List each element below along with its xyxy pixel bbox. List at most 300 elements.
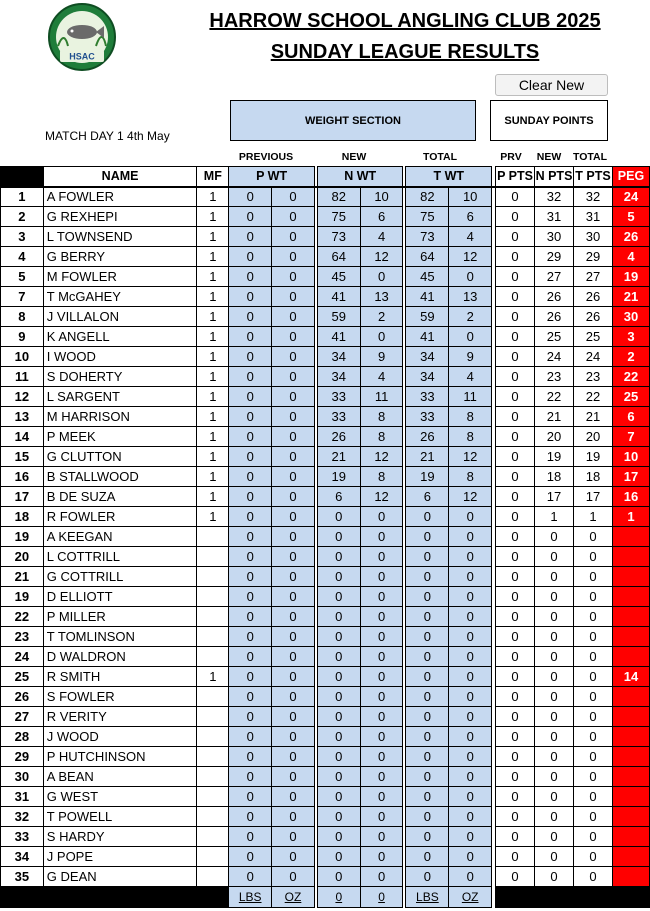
prev-pts-cell: 0 [496,227,535,247]
total-oz-cell: 8 [449,467,492,487]
total-pts-cell: 0 [574,627,613,647]
new-pts-cell: 27 [535,267,574,287]
total-pts-cell: 0 [574,547,613,567]
prev-lbs-cell: 0 [229,427,272,447]
total-lbs-cell: 59 [406,307,449,327]
prev-oz-cell: 0 [272,567,315,587]
total-lbs-cell: 0 [406,587,449,607]
prev-pts-cell: 0 [496,387,535,407]
new-lbs-cell: 41 [317,327,360,347]
prev-oz-cell: 0 [272,847,315,867]
results-table [0,166,650,908]
rank-cell: 20 [1,547,44,567]
group-header-total: TOTAL [422,151,458,163]
new-pts-cell: 0 [535,827,574,847]
table-row [1,347,650,367]
peg-cell [612,747,649,767]
rank-cell: 26 [1,687,44,707]
prev-oz-cell: 0 [272,327,315,347]
new-oz-cell: 0 [360,507,403,527]
new-pts-cell: 0 [535,667,574,687]
peg-cell: 21 [612,287,649,307]
prev-oz-cell: 0 [272,507,315,527]
name-cell: G WEST [43,787,197,807]
total-oz-cell: 4 [449,367,492,387]
prev-pts-cell: 0 [496,787,535,807]
name-cell: L SARGENT [43,387,197,407]
new-lbs-cell: 0 [317,767,360,787]
rank-cell: 19 [1,527,44,547]
total-oz-cell: 6 [449,207,492,227]
new-pts-cell: 0 [535,787,574,807]
table-row [1,307,650,327]
prev-lbs-cell: 0 [229,527,272,547]
name-cell: S FOWLER [43,687,197,707]
total-lbs-cell: 0 [406,827,449,847]
column-header-peg: PEG [612,167,649,187]
total-lbs-cell: 19 [406,467,449,487]
mf-cell: 1 [197,267,229,287]
column-header-n-wt: N WT [317,167,403,187]
table-row [1,407,650,427]
group-header-total-pts: TOTAL [572,151,608,163]
total-oz-cell: 0 [449,687,492,707]
prev-oz-cell: 0 [272,227,315,247]
total-pts-cell: 20 [574,427,613,447]
mf-cell [197,687,229,707]
total-lbs-cell: 0 [406,727,449,747]
total-oz-cell: 12 [449,487,492,507]
prev-pts-cell: 0 [496,407,535,427]
peg-cell [612,707,649,727]
mf-cell [197,627,229,647]
new-oz-cell: 9 [360,347,403,367]
total-pts-cell: 0 [574,647,613,667]
prev-oz-cell: 0 [272,627,315,647]
total-oz-cell: 0 [449,327,492,347]
prev-lbs-cell: 0 [229,487,272,507]
rank-cell: 33 [1,827,44,847]
prev-pts-cell: 0 [496,267,535,287]
new-pts-cell: 29 [535,247,574,267]
name-cell: J VILLALON [43,307,197,327]
table-footer-row [1,887,650,908]
new-oz-cell: 12 [360,447,403,467]
table-row [1,847,650,867]
new-pts-cell: 1 [535,507,574,527]
new-pts-cell: 20 [535,427,574,447]
table-row [1,367,650,387]
total-oz-cell: 0 [449,267,492,287]
new-lbs-cell: 0 [317,627,360,647]
rank-cell: 4 [1,247,44,267]
prev-pts-cell: 0 [496,587,535,607]
table-row [1,647,650,667]
total-oz-cell: 0 [449,607,492,627]
new-pts-cell: 30 [535,227,574,247]
rank-cell: 8 [1,307,44,327]
prev-oz-cell: 0 [272,707,315,727]
prev-lbs-cell: 0 [229,687,272,707]
name-cell: T McGAHEY [43,287,197,307]
prev-oz-cell: 0 [272,787,315,807]
total-oz-cell: 0 [449,707,492,727]
prev-lbs-cell: 0 [229,707,272,727]
peg-cell: 17 [612,467,649,487]
peg-cell: 16 [612,487,649,507]
total-lbs-cell: 0 [406,867,449,887]
table-row [1,387,650,407]
table-row [1,747,650,767]
prev-lbs-cell: 0 [229,747,272,767]
total-lbs-cell: 0 [406,687,449,707]
total-oz-cell: 13 [449,287,492,307]
new-lbs-cell: 0 [317,707,360,727]
new-oz-cell: 13 [360,287,403,307]
name-cell: K ANGELL [43,327,197,347]
total-lbs-cell: 0 [406,807,449,827]
column-header-t-wt: T WT [406,167,492,187]
new-oz-cell: 12 [360,487,403,507]
new-pts-cell: 0 [535,807,574,827]
new-lbs-cell: 0 [317,547,360,567]
rank-cell: 19 [1,587,44,607]
peg-cell: 10 [612,447,649,467]
new-oz-cell: 0 [360,847,403,867]
rank-cell: 22 [1,607,44,627]
name-cell: L TOWNSEND [43,227,197,247]
total-oz-cell: 0 [449,847,492,867]
peg-cell [612,627,649,647]
prev-pts-cell: 0 [496,187,535,207]
prev-oz-cell: 0 [272,767,315,787]
new-lbs-cell: 19 [317,467,360,487]
new-pts-cell: 0 [535,547,574,567]
group-header-new: NEW [341,151,367,163]
name-cell: P HUTCHINSON [43,747,197,767]
prev-pts-cell: 0 [496,807,535,827]
name-cell: D WALDRON [43,647,197,667]
new-pts-cell: 32 [535,187,574,207]
rank-cell: 34 [1,847,44,867]
mf-cell: 1 [197,247,229,267]
rank-cell: 24 [1,647,44,667]
mf-cell [197,787,229,807]
total-lbs-cell: 6 [406,487,449,507]
peg-cell: 22 [612,367,649,387]
prev-oz-cell: 0 [272,667,315,687]
prev-oz-cell: 0 [272,547,315,567]
group-header-new-pts: NEW [536,151,562,163]
new-pts-cell: 0 [535,687,574,707]
mf-cell [197,747,229,767]
prev-pts-cell: 0 [496,447,535,467]
total-pts-cell: 0 [574,727,613,747]
total-lbs-cell: 0 [406,747,449,767]
mf-cell [197,547,229,567]
peg-cell [612,647,649,667]
mf-cell [197,607,229,627]
new-oz-cell: 0 [360,567,403,587]
name-cell: P MILLER [43,607,197,627]
prev-lbs-cell: 0 [229,787,272,807]
name-cell: G BERRY [43,247,197,267]
prev-pts-cell: 0 [496,307,535,327]
table-row [1,187,650,207]
page-subtitle: SUNDAY LEAGUE RESULTS [270,41,540,63]
prev-pts-cell: 0 [496,207,535,227]
name-cell: G REXHEPI [43,207,197,227]
peg-cell [612,687,649,707]
prev-pts-cell: 0 [496,487,535,507]
table-row [1,467,650,487]
prev-oz-cell: 0 [272,587,315,607]
prev-lbs-cell: 0 [229,307,272,327]
total-lbs-cell: 0 [406,707,449,727]
total-oz-cell: 2 [449,307,492,327]
rank-cell: 32 [1,807,44,827]
page-title: HARROW SCHOOL ANGLING CLUB 2025 [209,10,601,32]
mf-cell: 1 [197,347,229,367]
total-pts-cell: 23 [574,367,613,387]
mf-cell [197,807,229,827]
new-pts-cell: 21 [535,407,574,427]
prev-oz-cell: 0 [272,487,315,507]
total-pts-cell: 24 [574,347,613,367]
prev-pts-cell: 0 [496,767,535,787]
column-header-p-pts: P PTS [496,167,535,187]
new-oz-cell: 0 [360,667,403,687]
name-cell: T TOMLINSON [43,627,197,647]
total-oz-cell: 0 [449,647,492,667]
new-oz-cell: 0 [360,867,403,887]
total-lbs-cell: 34 [406,367,449,387]
peg-cell: 3 [612,327,649,347]
total-lbs-cell: 41 [406,287,449,307]
name-cell: G COTTRILL [43,567,197,587]
prev-lbs-cell: 0 [229,227,272,247]
total-oz-cell: 0 [449,827,492,847]
new-oz-cell: 0 [360,787,403,807]
total-pts-cell: 22 [574,387,613,407]
new-oz-cell: 2 [360,307,403,327]
prev-oz-cell: 0 [272,247,315,267]
prev-lbs-cell: 0 [229,447,272,467]
new-pts-cell: 0 [535,627,574,647]
rank-cell: 12 [1,387,44,407]
name-cell: G CLUTTON [43,447,197,467]
total-pts-cell: 25 [574,327,613,347]
prev-lbs-cell: 0 [229,767,272,787]
prev-oz-cell: 0 [272,727,315,747]
name-cell: J POPE [43,847,197,867]
table-row [1,767,650,787]
total-lbs-cell: 45 [406,267,449,287]
peg-cell [612,827,649,847]
prev-lbs-cell: 0 [229,187,272,207]
total-oz-cell: 9 [449,347,492,367]
group-header-previous: PREVIOUS [238,151,294,163]
prev-pts-cell: 0 [496,567,535,587]
new-oz-cell: 4 [360,367,403,387]
total-lbs-cell: 0 [406,767,449,787]
new-oz-cell: 12 [360,247,403,267]
total-lbs-cell: 0 [406,647,449,667]
prev-lbs-cell: 0 [229,467,272,487]
rank-cell: 7 [1,287,44,307]
header-rank-cell [1,167,44,187]
footer-lbs-total: LBS [406,887,449,908]
peg-cell [612,787,649,807]
prev-lbs-cell: 0 [229,287,272,307]
mf-cell [197,587,229,607]
total-pts-cell: 0 [574,527,613,547]
table-row [1,787,650,807]
total-lbs-cell: 33 [406,407,449,427]
name-cell: M FOWLER [43,267,197,287]
prev-pts-cell: 0 [496,427,535,447]
new-lbs-cell: 0 [317,527,360,547]
total-lbs-cell: 0 [406,567,449,587]
clear-new-button[interactable]: Clear New [495,74,608,96]
new-lbs-cell: 0 [317,507,360,527]
new-oz-cell: 0 [360,547,403,567]
mf-cell: 1 [197,447,229,467]
rank-cell: 31 [1,787,44,807]
total-oz-cell: 11 [449,387,492,407]
name-cell: I WOOD [43,347,197,367]
name-cell: R VERITY [43,707,197,727]
prev-lbs-cell: 0 [229,587,272,607]
mf-cell: 1 [197,667,229,687]
prev-pts-cell: 0 [496,467,535,487]
mf-cell [197,827,229,847]
total-pts-cell: 0 [574,807,613,827]
prev-lbs-cell: 0 [229,607,272,627]
new-oz-cell: 8 [360,407,403,427]
new-lbs-cell: 21 [317,447,360,467]
rank-cell: 27 [1,707,44,727]
rank-cell: 2 [1,207,44,227]
prev-lbs-cell: 0 [229,867,272,887]
new-pts-cell: 26 [535,287,574,307]
new-pts-cell: 0 [535,607,574,627]
new-oz-cell: 0 [360,687,403,707]
total-lbs-cell: 75 [406,207,449,227]
prev-lbs-cell: 0 [229,367,272,387]
sunday-points-label: SUNDAY POINTS [490,100,608,141]
new-pts-cell: 18 [535,467,574,487]
new-lbs-cell: 64 [317,247,360,267]
prev-pts-cell: 0 [496,747,535,767]
prev-lbs-cell: 0 [229,807,272,827]
column-header-n-pts: N PTS [535,167,574,187]
total-pts-cell: 0 [574,847,613,867]
new-oz-cell: 4 [360,227,403,247]
mf-cell: 1 [197,387,229,407]
prev-pts-cell: 0 [496,287,535,307]
mf-cell [197,707,229,727]
total-pts-cell: 18 [574,467,613,487]
total-lbs-cell: 26 [406,427,449,447]
table-header-row [1,167,650,187]
new-lbs-cell: 0 [317,587,360,607]
prev-oz-cell: 0 [272,407,315,427]
new-pts-cell: 22 [535,387,574,407]
prev-oz-cell: 0 [272,827,315,847]
peg-cell: 5 [612,207,649,227]
new-pts-cell: 23 [535,367,574,387]
new-oz-cell: 0 [360,267,403,287]
peg-cell: 30 [612,307,649,327]
new-pts-cell: 17 [535,487,574,507]
weight-section-label: WEIGHT SECTION [230,100,476,141]
prev-lbs-cell: 0 [229,347,272,367]
table-row [1,567,650,587]
total-pts-cell: 0 [574,587,613,607]
club-logo [44,2,120,72]
mf-cell [197,767,229,787]
new-pts-cell: 24 [535,347,574,367]
prev-lbs-cell: 0 [229,627,272,647]
new-oz-cell: 8 [360,427,403,447]
prev-oz-cell: 0 [272,647,315,667]
total-oz-cell: 8 [449,427,492,447]
new-pts-cell: 25 [535,327,574,347]
mf-cell: 1 [197,207,229,227]
total-oz-cell: 12 [449,447,492,467]
new-pts-cell: 0 [535,847,574,867]
peg-cell [612,727,649,747]
new-lbs-cell: 0 [317,827,360,847]
prev-pts-cell: 0 [496,607,535,627]
total-pts-cell: 29 [574,247,613,267]
total-lbs-cell: 0 [406,507,449,527]
mf-cell [197,527,229,547]
new-oz-cell: 0 [360,327,403,347]
new-oz-cell: 0 [360,627,403,647]
new-oz-cell: 10 [360,187,403,207]
total-lbs-cell: 0 [406,547,449,567]
new-pts-cell: 0 [535,527,574,547]
rank-cell: 17 [1,487,44,507]
total-pts-cell: 0 [574,707,613,727]
prev-oz-cell: 0 [272,347,315,367]
peg-cell [612,587,649,607]
new-lbs-cell: 0 [317,567,360,587]
new-pts-cell: 0 [535,867,574,887]
new-oz-cell: 11 [360,387,403,407]
name-cell: B DE SUZA [43,487,197,507]
prev-lbs-cell: 0 [229,207,272,227]
rank-cell: 13 [1,407,44,427]
mf-cell: 1 [197,467,229,487]
new-lbs-cell: 0 [317,747,360,767]
prev-pts-cell: 0 [496,827,535,847]
new-oz-cell: 0 [360,747,403,767]
total-pts-cell: 19 [574,447,613,467]
footer-oz-previous: OZ [272,887,315,908]
new-lbs-cell: 0 [317,687,360,707]
mf-cell: 1 [197,307,229,327]
new-pts-cell: 31 [535,207,574,227]
name-cell: A FOWLER [43,187,197,207]
table-row [1,527,650,547]
prev-oz-cell: 0 [272,447,315,467]
total-lbs-cell: 82 [406,187,449,207]
prev-oz-cell: 0 [272,607,315,627]
mf-cell: 1 [197,287,229,307]
